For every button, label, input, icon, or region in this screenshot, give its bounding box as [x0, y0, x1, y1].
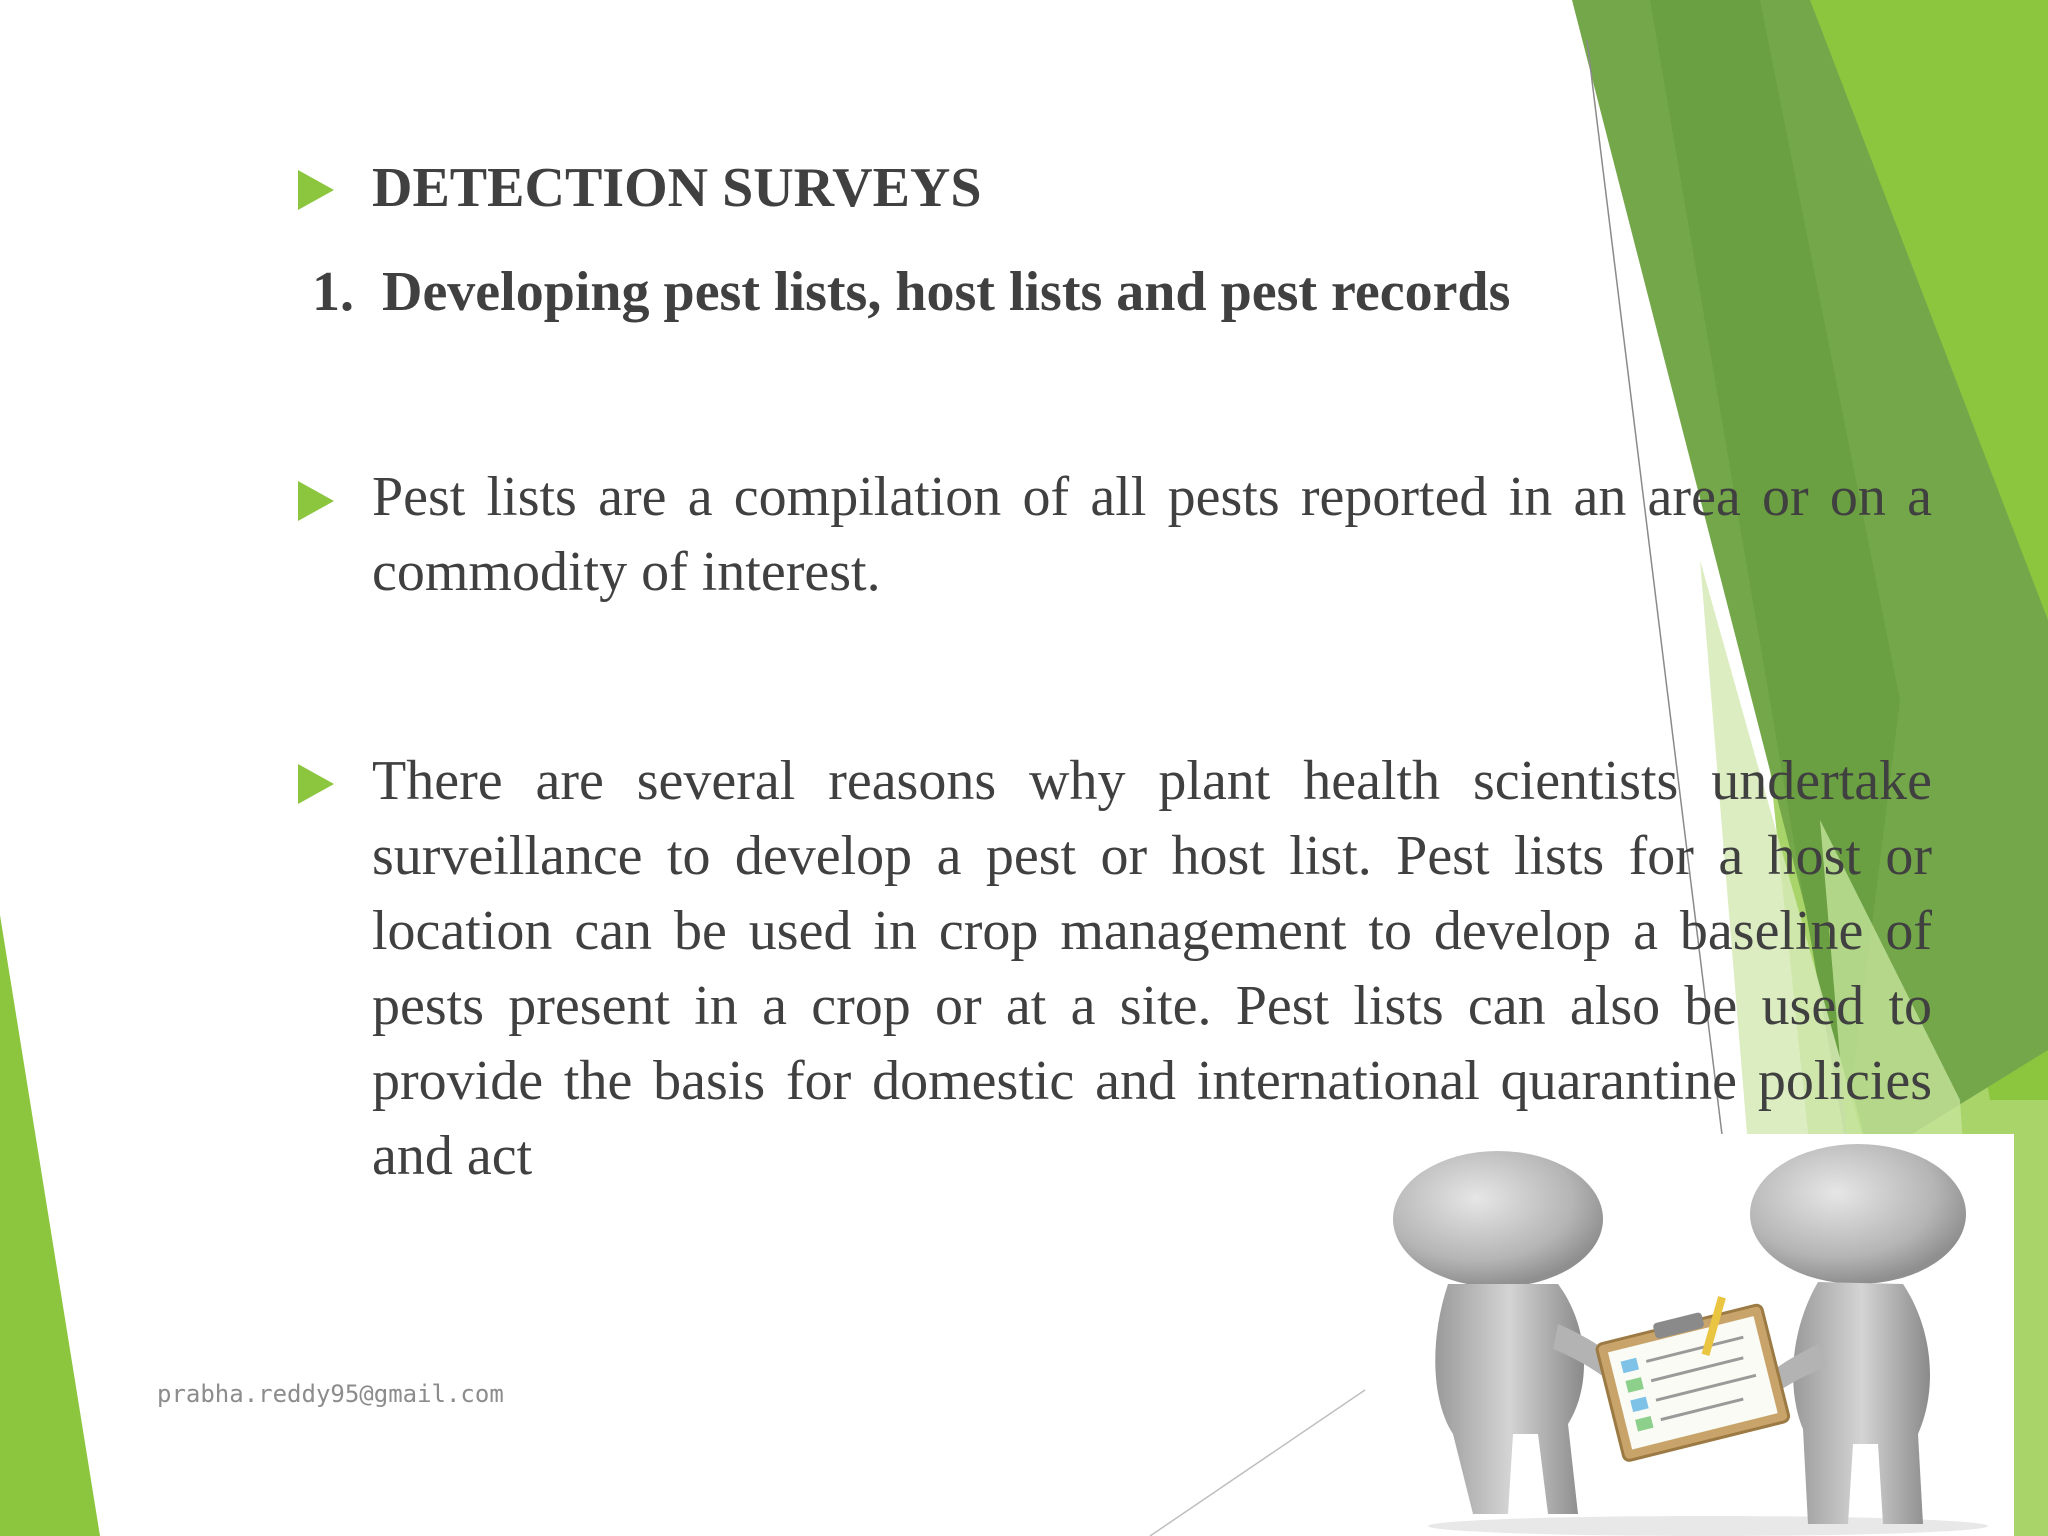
bullet-1-icon	[298, 481, 334, 521]
bullet-2-text: There are several reasons why plant health scientists undertake surveillance to develop a pest or host list. Pest lists for a host or location can be used in crop management to develop a baseline of pests present in a crop or at a site. Pest lists can also be used to provide the basis for domestic and international quarantine policies and act	[372, 750, 1932, 1187]
title-bullet-icon	[298, 170, 334, 210]
thin-line-2	[1150, 1390, 1365, 1536]
slide-subtitle: 1. Developing pest lists, host lists and pest records	[312, 261, 1511, 323]
bullet-1-text: Pest lists are a compilation of all pests reported in an area or on a commodity of interest.	[372, 466, 1932, 603]
slide-title: DETECTION SURVEYS	[372, 157, 982, 219]
footer-email: prabha.reddy95@gmail.com	[157, 1380, 504, 1408]
two-figures-clipboard-icon	[1378, 1134, 2014, 1536]
bullet-2-icon	[298, 764, 334, 804]
facet-left	[0, 915, 100, 1536]
clipart-image	[1378, 1134, 2014, 1536]
